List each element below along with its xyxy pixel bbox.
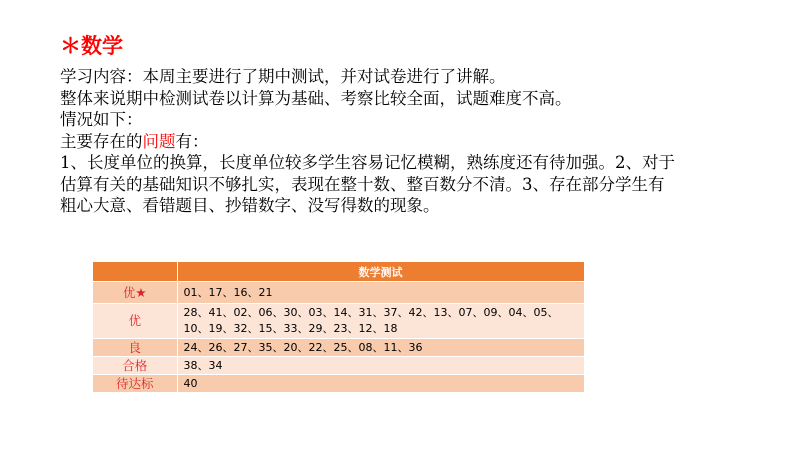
table-row [93,282,584,304]
table-header-row [93,262,584,282]
grade-label: 待达标 [93,375,177,393]
problems-heading [60,131,680,153]
learning-content-line: 学习内容：本周主要进行了期中测试，并对试卷进行了讲解。 [60,67,506,86]
problems-heading-prefix: 主要存在的 [60,131,143,151]
overall-assessment-line: 整体来说期中检测试卷以计算为基础、考察比较全面，试题难度不高。 [60,88,572,108]
table-row [93,339,584,357]
student-ids: 24、26、27、35、20、22、25、08、11、36 [177,339,584,357]
problems-heading-suffix: 有： [175,131,209,151]
grade-label: 优 [93,304,177,339]
grade-label: 合格 [93,357,177,375]
problems-highlight: 问题 [142,131,176,151]
subject-title: ＊数学 [60,34,123,58]
summary-text [60,66,680,217]
student-ids: 38、34 [177,357,584,375]
header-test-name: 数学测试 [177,262,584,282]
student-ids: 01、17、16、21 [177,282,584,304]
results-table-wrap [93,262,584,393]
grade-label: 良 [93,339,177,357]
student-ids: 40 [177,375,584,393]
problems-detail: 1、长度单位的换算，长度单位较多学生容易记忆模糊，熟练度还有待加强。2、对于估算有关的基础知识不够扎实，表现在整十数、整百数分不清。3、存在部分学生有粗心大意、看错题目、抄错数字、没写得数的现象。 [60,153,675,215]
header-empty-cell [93,262,177,282]
results-table [93,262,585,393]
table-row [93,375,584,393]
situation-line: 情况如下： [60,110,143,129]
table-row [93,304,584,339]
table-row [93,357,584,375]
grade-label: 优★ [93,282,177,304]
student-ids: 28、41、02、06、30、03、14、31、37、42、13、07、09、04、05、10、19、32、15、33、29、23、12、18 [177,304,584,339]
